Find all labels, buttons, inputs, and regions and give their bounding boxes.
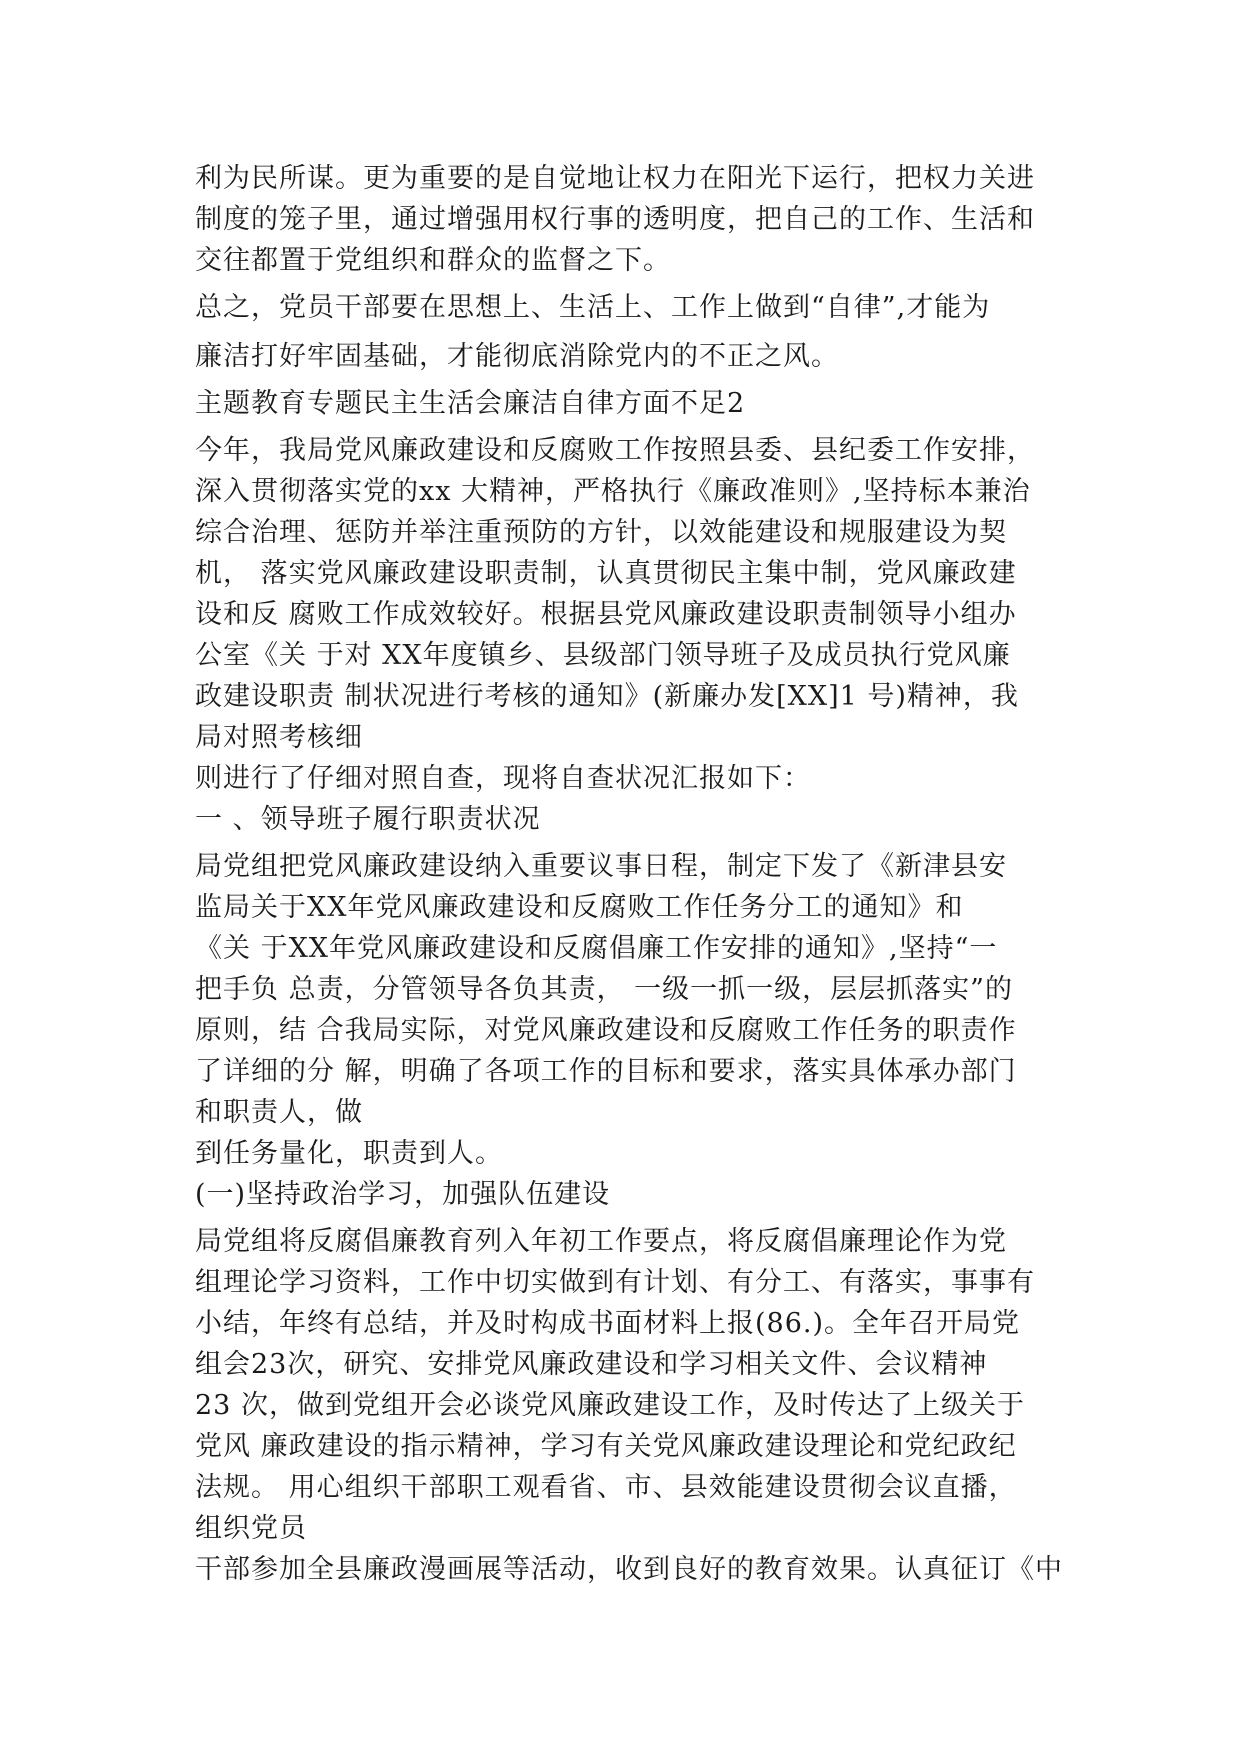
section-heading: 主题教育专题民主生活会廉洁自律方面不足2 — [195, 388, 746, 419]
text-line: 干部参加全县廉政漫画展等活动，收到良好的教育效果。认真征订《中 — [195, 1554, 1063, 1585]
text-line: 政建设职责 制状况进行考核的通知》(新廉办发[XX]1 号)精神，我 — [195, 681, 1019, 712]
section-heading: (一)坚持政治学习，加强队伍建设 — [195, 1179, 611, 1210]
text-line: 到任务量化，职责到人。 — [195, 1138, 503, 1169]
text-line: 总之，党员干部要在思想上、生活上、工作上做到“自律”,才能为 — [195, 292, 991, 323]
text-line: 组理论学习资料，工作中切实做到有计划、有分工、有落实，事事有 — [195, 1267, 1035, 1298]
text-line: 设和反 腐败工作成效较好。根据县党风廉政建设职责制领导小组办 — [195, 599, 1017, 630]
text-line: 原则，结 合我局实际，对党风廉政建设和反腐败工作任务的职责作 — [195, 1015, 1017, 1046]
document-body — [195, 158, 1063, 1590]
text-line: 把手负 总责，分管领导各负其责， 一级一抓一级，层层抓落实”的 — [195, 974, 1013, 1005]
text-line: 深入贯彻落实党的xx 大精神，严格执行《廉政准则》,坚持标本兼治 — [195, 476, 1031, 507]
section-heading: 一 、领导班子履行职责状况 — [195, 804, 541, 835]
text-line: 交往都置于党组织和群众的监督之下。 — [195, 245, 671, 276]
text-line: 《关 于XX年党风廉政建设和反腐倡廉工作安排的通知》,坚持“一 — [195, 933, 998, 964]
text-line: 公室《关 于对 XX年度镇乡、县级部门领导班子及成员执行党风廉 — [195, 640, 1011, 671]
text-line: 了详细的分 解，明确了各项工作的目标和要求，落实具体承办部门 — [195, 1056, 1017, 1087]
text-line: 局党组把党风廉政建设纳入重要议事日程，制定下发了《新津县安 — [195, 851, 1007, 882]
text-line: 今年，我局党风廉政建设和反腐败工作按照县委、县纪委工作安排， — [195, 435, 1035, 466]
text-line: 监局关于XX年党风廉政建设和反腐败工作任务分工的通知》和 — [195, 892, 964, 923]
text-line: 党风 廉政建设的指示精神，学习有关党风廉政建设理论和党纪政纪 — [195, 1431, 1017, 1462]
text-line: 机， 落实党风廉政建设职责制，认真贯彻民主集中制，党风廉政建 — [195, 558, 1017, 589]
text-line: 制度的笼子里，通过增强用权行事的透明度，把自己的工作、生活和 — [195, 204, 1035, 235]
text-line: 和职责人，做 — [195, 1097, 363, 1128]
text-line: 组会23次，研究、安排党风廉政建设和学习相关文件、会议精神 — [195, 1349, 988, 1380]
text-line: 利为民所谋。更为重要的是自觉地让权力在阳光下运行，把权力关进 — [195, 163, 1035, 194]
text-line: 局对照考核细 — [195, 722, 363, 753]
text-line: 法规。 用心组织干部职工观看省、市、县效能建设贯彻会议直播， — [195, 1472, 1017, 1503]
text-line: 组织党员 — [195, 1513, 307, 1544]
text-line: 廉洁打好牢固基础，才能彻底消除党内的不正之风。 — [195, 341, 839, 372]
text-line: 综合治理、惩防并举注重预防的方针，以效能建设和规服建设为契 — [195, 517, 1007, 548]
text-line: 则进行了仔细对照自查，现将自查状况汇报如下： — [195, 763, 811, 794]
text-line: 23 次，做到党组开会必谈党风廉政建设工作，及时传达了上级关于 — [195, 1390, 1025, 1421]
text-line: 局党组将反腐倡廉教育列入年初工作要点，将反腐倡廉理论作为党 — [195, 1226, 1007, 1257]
text-line: 小结，年终有总结，并及时构成书面材料上报(86.)。全年召开局党 — [195, 1308, 1021, 1339]
